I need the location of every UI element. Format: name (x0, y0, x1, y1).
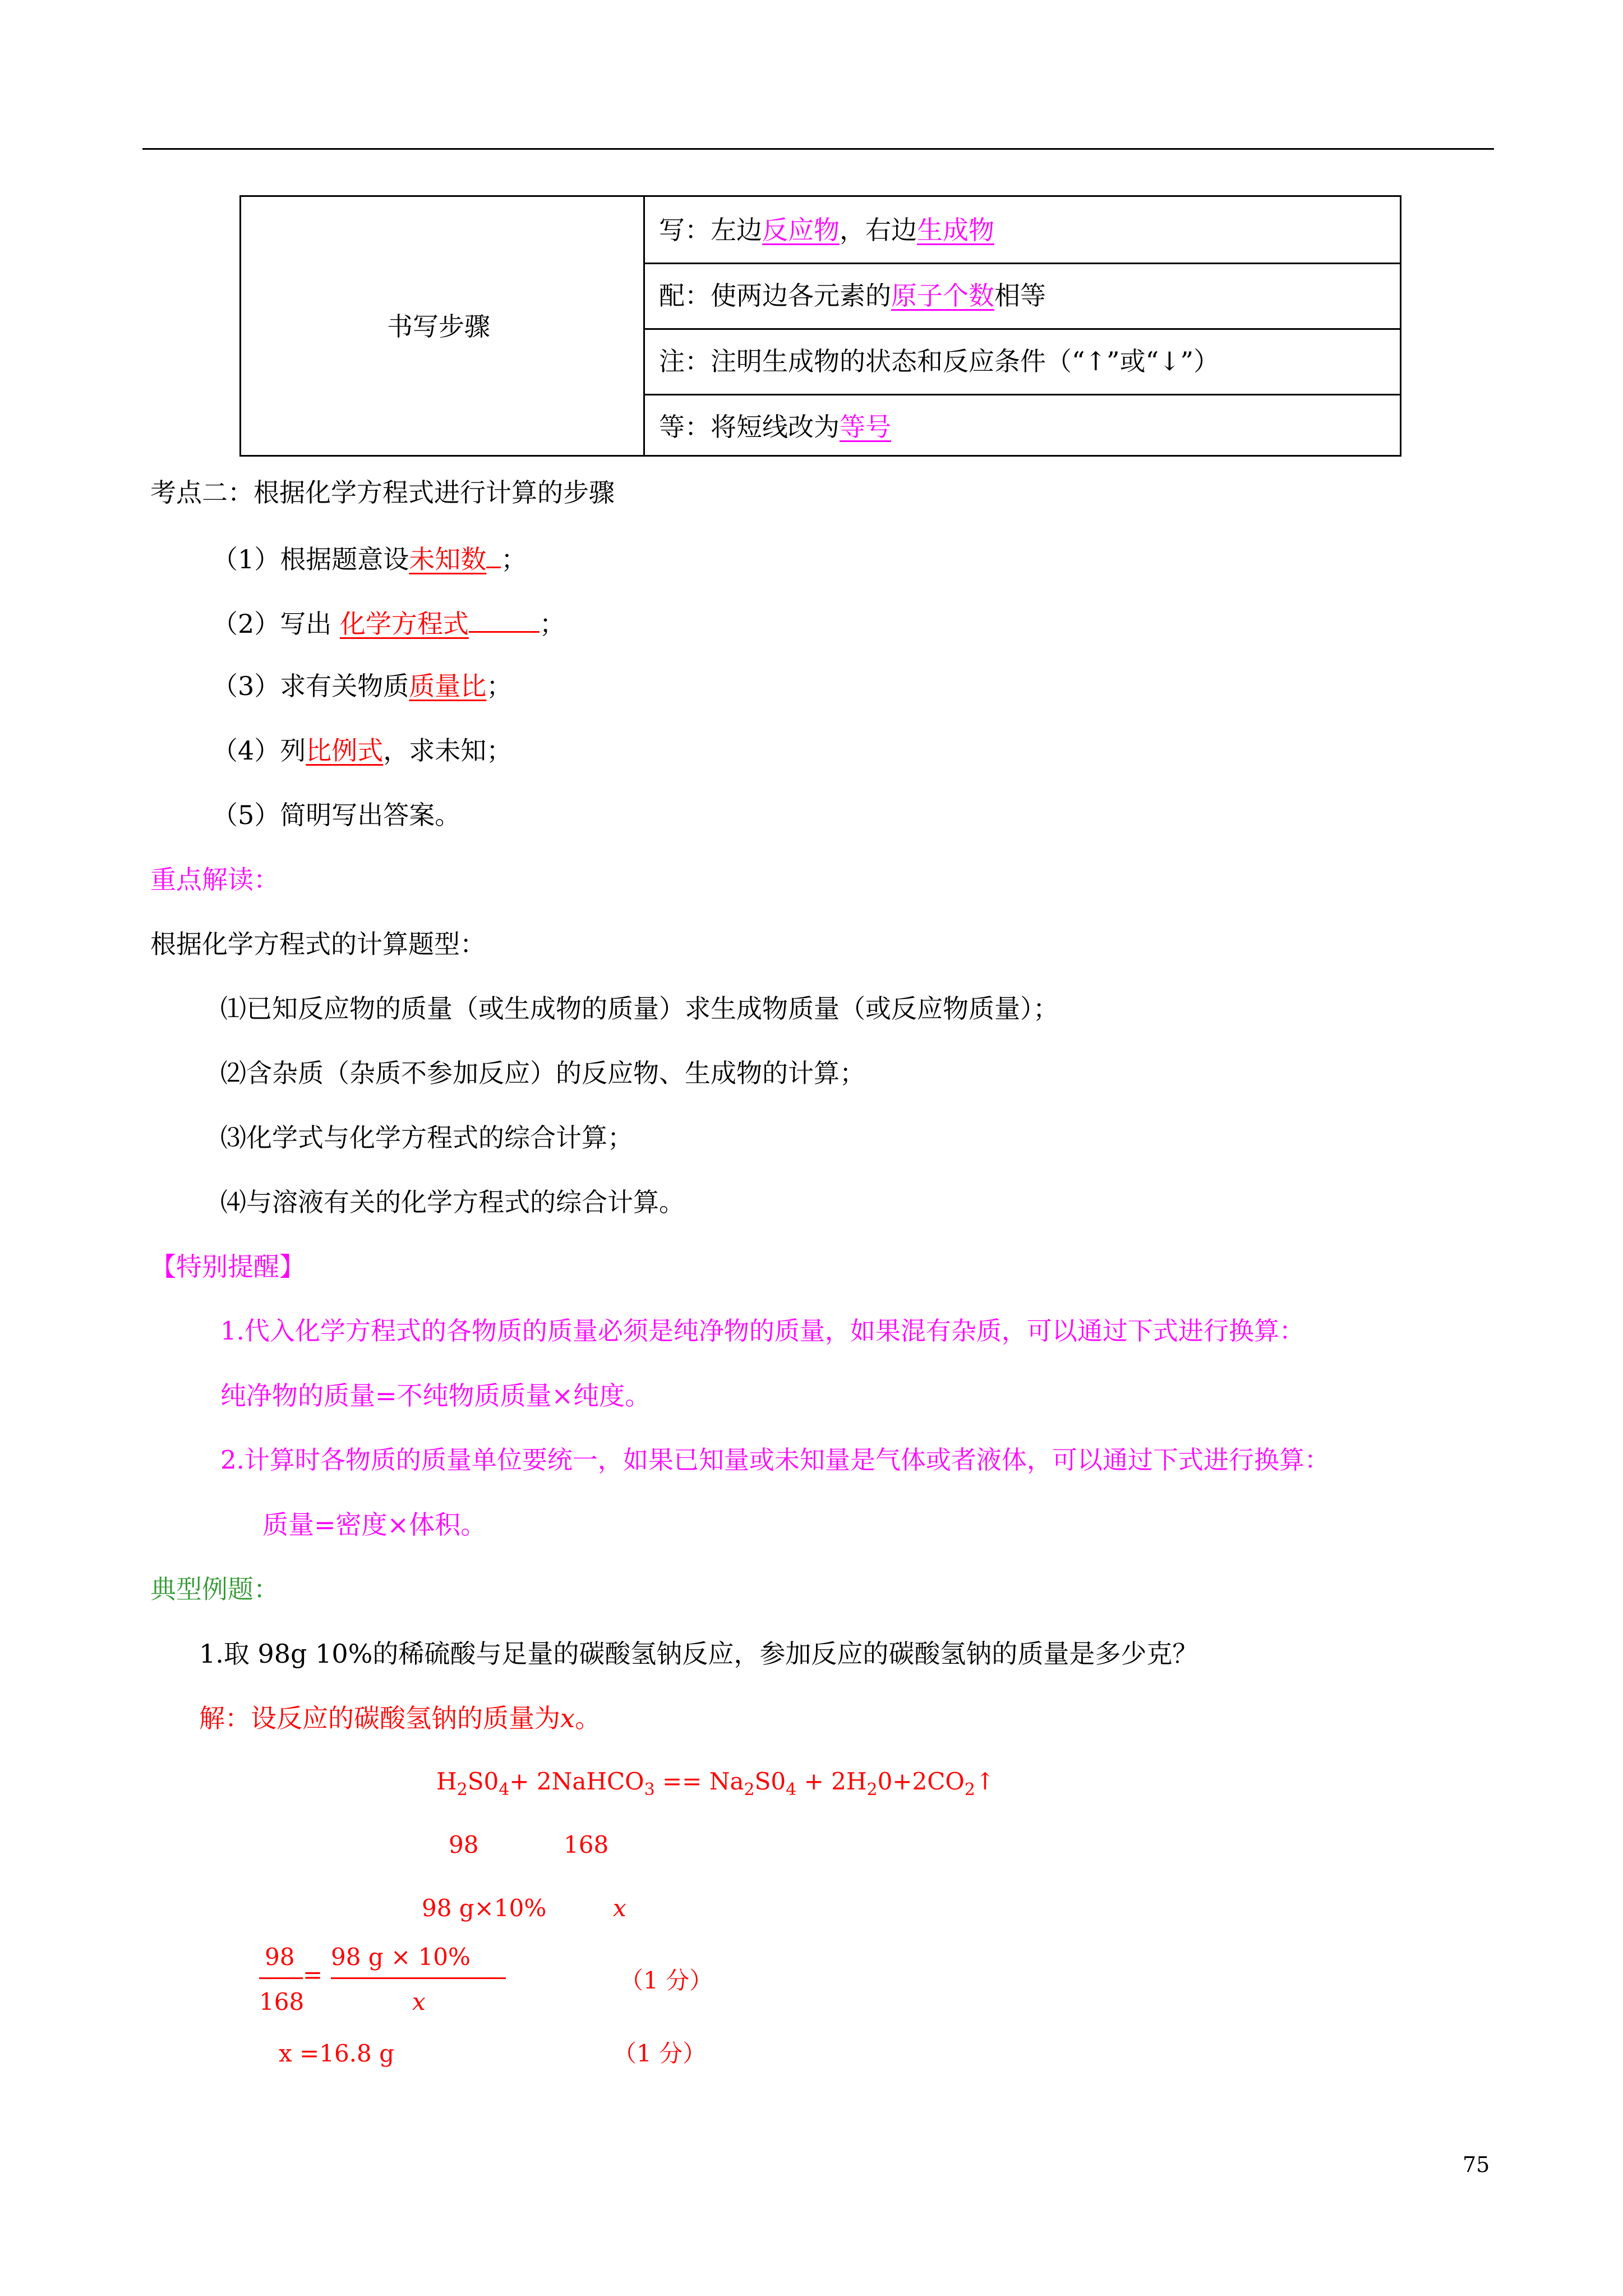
key-point-item: ⑶化学式与化学方程式的综合计算； (220, 1122, 633, 1153)
fraction-right-bar (331, 1977, 506, 1979)
given-var: x (613, 1894, 626, 1922)
fraction-left-denominator: 168 (259, 1988, 305, 2016)
fill-blank: 未知数 (409, 544, 487, 574)
solution-intro: 解：设反应的碳酸氢钠的质量为x。 (199, 1703, 601, 1733)
key-points-title: 重点解读： (150, 864, 279, 895)
table-row-label: 书写步骤 (387, 311, 490, 342)
fraction-left-bar (259, 1977, 303, 1979)
reminder-title: 【特别提醒】 (150, 1251, 305, 1282)
section2-item-3: （3）求有关物质质量比； (212, 671, 513, 701)
reminder-line-1: 1.代入化学方程式的各物质的质量必须是纯净物的质量，如果混有杂质，可以通过下式进行换算： (220, 1316, 1304, 1346)
given-mass: 98 g×10% (422, 1894, 547, 1922)
key-points-intro: 根据化学方程式的计算题型： (150, 929, 486, 959)
section2-title: 考点二：根据化学方程式进行计算的步骤 (150, 477, 615, 508)
example-question: 1.取 98g 10%的稀硫酸与足量的碳酸氢钠反应，参加反应的碳酸氢钠的质量是多少克？ (199, 1639, 1198, 1669)
table-step-balance: 配：使两边各元素的原子个数相等 (659, 280, 1046, 311)
reminder-line-3: 2.计算时各物质的质量单位要统一，如果已知量或未知量是气体或者液体，可以通过下式进行换算： (220, 1445, 1330, 1475)
table-row-divider (643, 394, 1400, 395)
key-point-item: ⑴已知反应物的质量（或生成物的质量）求生成物质量（或反应物质量）； (220, 993, 1059, 1024)
section2-item-5: （5）简明写出答案。 (212, 800, 461, 830)
key-point-item: ⑷与溶液有关的化学方程式的综合计算。 (220, 1187, 685, 1217)
reminder-line-2: 纯净物的质量=不纯物质质量×纯度。 (220, 1381, 651, 1411)
mass-ratio-b: 168 (564, 1831, 609, 1858)
table-step-note: 注：注明生成物的状态和反应条件（“↑”或“↓”） (659, 346, 1220, 376)
fill-blank: 质量比 (409, 671, 487, 701)
page-number: 75 (1463, 2152, 1490, 2177)
mass-ratio-a: 98 (449, 1831, 479, 1858)
section2-item-2: （2）写出 化学方程式 ； (212, 609, 565, 639)
fraction-left-numerator: 98 (265, 1943, 295, 1971)
score-label: （1 分） (620, 1967, 713, 1994)
chemical-equation: $H_2S0_4+$ 2NaHCO$_3$ == $Na_2S0_4$ + $2H_20+2CO_2↑$ (436, 1768, 995, 1800)
highlight-equal-sign: 等号 (840, 412, 891, 442)
header-rule (142, 148, 1494, 150)
table-row-divider (643, 328, 1400, 330)
steps-table (239, 195, 1401, 457)
table-step-equal: 等：将短线改为等号 (659, 412, 891, 442)
highlight-reactant: 反应物 (762, 215, 840, 245)
highlight-product: 生成物 (917, 215, 994, 245)
result-line: x =16.8 g (279, 2040, 394, 2067)
highlight-atom-count: 原子个数 (891, 280, 994, 311)
fraction-equals: = (303, 1961, 323, 1989)
table-step-write: 写：左边反应物，右边生成物 (659, 215, 994, 245)
fill-blank: 化学方程式 (339, 609, 469, 639)
key-point-item: ⑵含杂质（杂质不参加反应）的反应物、生成物的计算； (220, 1058, 865, 1088)
table-row-divider (643, 263, 1400, 264)
table-column-divider (643, 197, 645, 455)
score-label: （1 分） (613, 2040, 707, 2067)
gas-arrow-icon: ↑ (975, 1768, 995, 1795)
fraction-right-denominator: x (412, 1988, 426, 2016)
section2-item-4: （4）列比例式，求未知； (212, 735, 513, 766)
fraction-right-numerator: 98 g × 10% (331, 1943, 471, 1971)
fill-blank: 比例式 (306, 735, 384, 766)
example-title: 典型例题： (150, 1574, 279, 1604)
reminder-line-4: 质量=密度×体积。 (262, 1510, 487, 1540)
section2-item-1: （1）根据题意设未知数 ； (212, 544, 527, 574)
